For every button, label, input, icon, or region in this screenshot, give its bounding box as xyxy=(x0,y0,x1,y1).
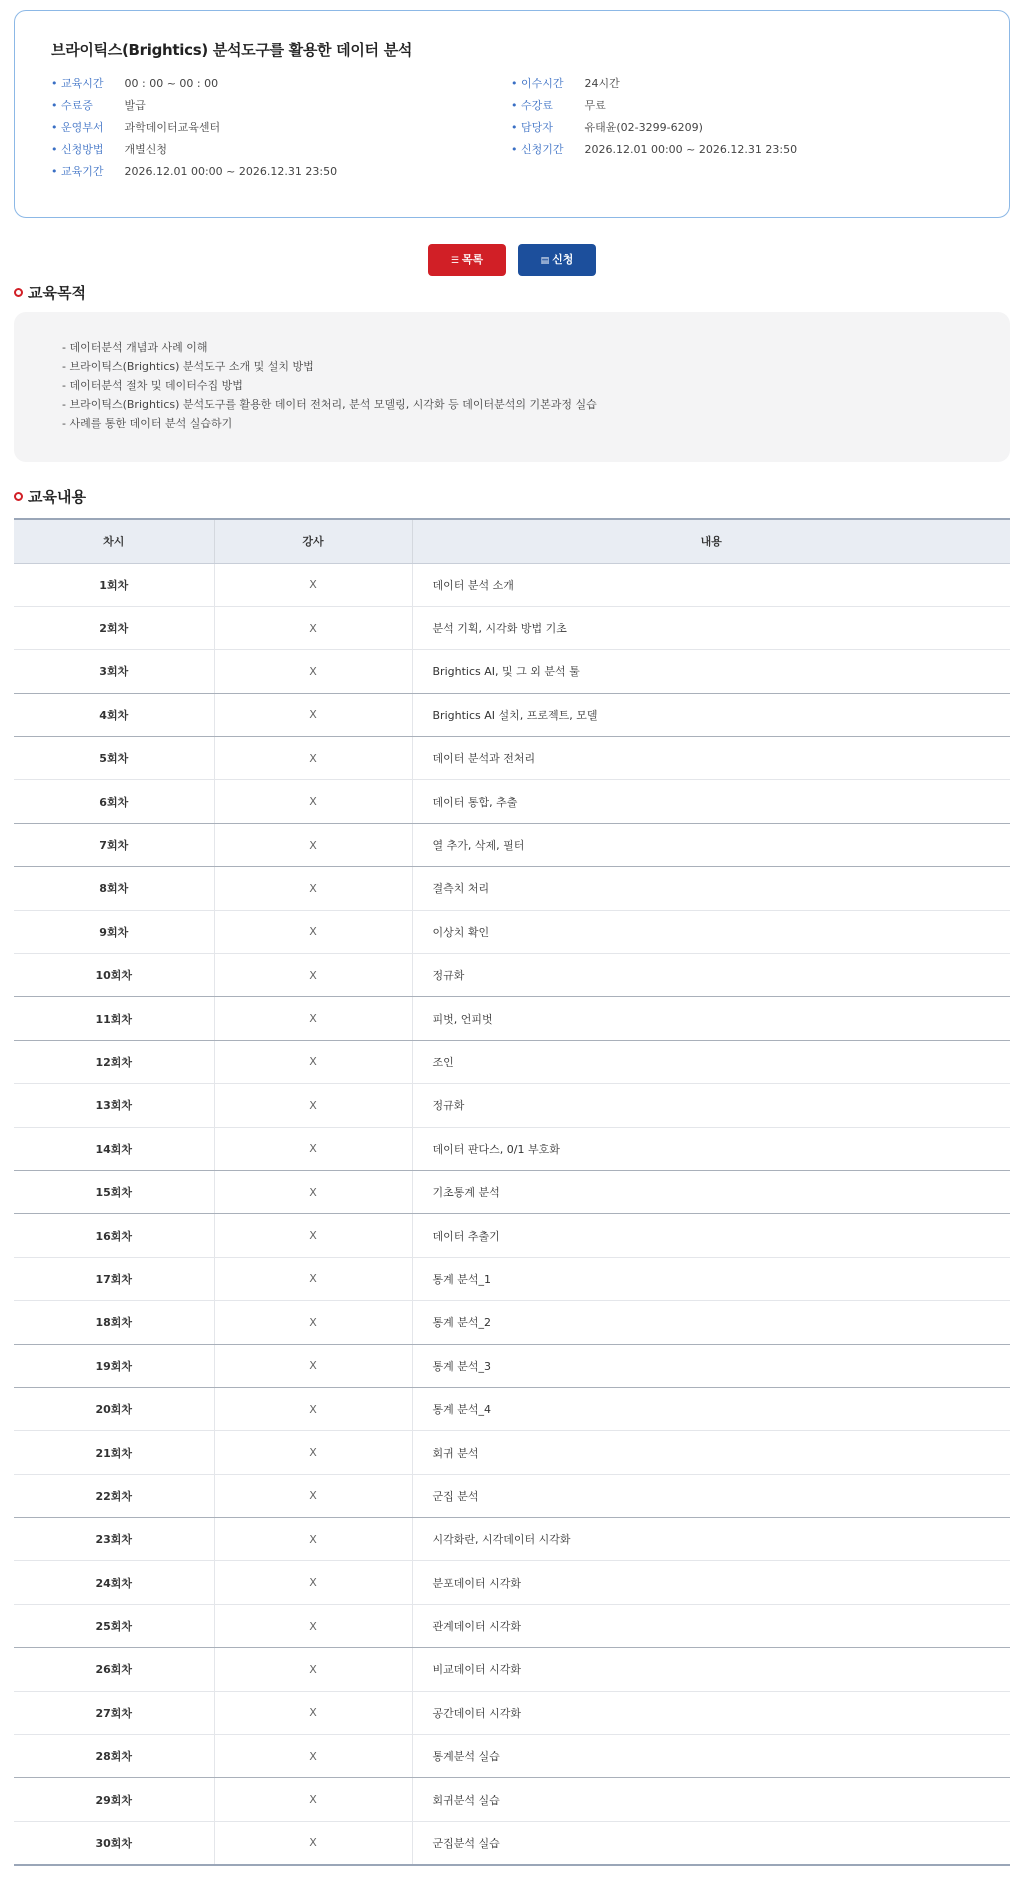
instructor-cell: X xyxy=(214,1040,412,1083)
objective-item: - 브라이틱스(Brightics) 분석도구 소개 및 설치 방법 xyxy=(62,357,597,376)
session-cell: 29회차 xyxy=(14,1778,214,1821)
session-cell: 22회차 xyxy=(14,1474,214,1517)
info-row-hours xyxy=(511,75,620,91)
content-cell: 비교데이터 시각화 xyxy=(412,1648,1010,1691)
course-title: 브라이틱스(Brightics) 분석도구를 활용한 데이터 분석 xyxy=(51,41,413,59)
table-row xyxy=(14,1344,1010,1387)
content-cell: 이상치 확인 xyxy=(412,910,1010,953)
session-cell: 9회차 xyxy=(14,910,214,953)
table-row xyxy=(14,693,1010,736)
session-cell: 26회차 xyxy=(14,1648,214,1691)
info-label: • 신청기간 xyxy=(511,141,581,157)
objective-item: - 사례를 통한 데이터 분석 실습하기 xyxy=(62,414,597,433)
column-header-session: 차시 xyxy=(14,519,214,563)
table-row xyxy=(14,1821,1010,1864)
info-label: • 이수시간 xyxy=(511,75,581,91)
info-row-department xyxy=(51,119,220,135)
info-value: 개별신청 xyxy=(124,143,168,156)
content-cell: Brightics AI, 및 그 외 분석 툴 xyxy=(412,650,1010,693)
content-cell: 기초통계 분석 xyxy=(412,1170,1010,1213)
session-cell: 19회차 xyxy=(14,1344,214,1387)
content-cell: 데이터 통합, 추출 xyxy=(412,780,1010,823)
instructor-cell: X xyxy=(214,823,412,866)
info-label: • 수강료 xyxy=(511,97,581,113)
instructor-cell: X xyxy=(214,1648,412,1691)
content-cell: 피벗, 언피벗 xyxy=(412,997,1010,1040)
instructor-cell: X xyxy=(214,737,412,780)
table-row xyxy=(14,606,1010,649)
table-row xyxy=(14,1518,1010,1561)
instructor-cell: X xyxy=(214,1474,412,1517)
content-cell: 분석 기획, 시각화 방법 기초 xyxy=(412,606,1010,649)
info-value: 24시간 xyxy=(584,77,620,90)
content-cell: 열 추가, 삭제, 필터 xyxy=(412,823,1010,866)
session-cell: 23회차 xyxy=(14,1518,214,1561)
session-cell: 1회차 xyxy=(14,563,214,606)
table-row xyxy=(14,1040,1010,1083)
instructor-cell: X xyxy=(214,1387,412,1430)
content-cell: 데이터 추출기 xyxy=(412,1214,1010,1257)
instructor-cell: X xyxy=(214,606,412,649)
session-cell: 27회차 xyxy=(14,1691,214,1734)
column-header-content: 내용 xyxy=(412,519,1010,563)
info-label: • 교육기간 xyxy=(51,163,121,179)
session-cell: 18회차 xyxy=(14,1301,214,1344)
table-row xyxy=(14,1431,1010,1474)
info-label: • 운영부서 xyxy=(51,119,121,135)
content-cell: 분포데이터 시각화 xyxy=(412,1561,1010,1604)
session-cell: 2회차 xyxy=(14,606,214,649)
objectives-heading xyxy=(14,282,86,303)
session-cell: 25회차 xyxy=(14,1604,214,1647)
table-row xyxy=(14,1257,1010,1300)
info-value: 00 : 00 ~ 00 : 00 xyxy=(124,77,219,90)
info-value: 2026.12.01 00:00 ~ 2026.12.31 23:50 xyxy=(124,165,338,178)
table-row xyxy=(14,1387,1010,1430)
instructor-cell: X xyxy=(214,1604,412,1647)
info-label: • 담당자 xyxy=(511,119,581,135)
table-row xyxy=(14,954,1010,997)
table-row xyxy=(14,780,1010,823)
instructor-cell: X xyxy=(214,1778,412,1821)
instructor-cell: X xyxy=(214,910,412,953)
table-row xyxy=(14,1301,1010,1344)
info-row-period xyxy=(51,163,337,179)
session-cell: 6회차 xyxy=(14,780,214,823)
session-cell: 17회차 xyxy=(14,1257,214,1300)
content-cell: 결측치 처리 xyxy=(412,867,1010,910)
content-cell: 정규화 xyxy=(412,1084,1010,1127)
table-row xyxy=(14,1474,1010,1517)
instructor-cell: X xyxy=(214,1691,412,1734)
instructor-cell: X xyxy=(214,1344,412,1387)
content-cell: Brightics AI 설치, 프로젝트, 모델 xyxy=(412,693,1010,736)
content-cell: 회귀분석 실습 xyxy=(412,1778,1010,1821)
instructor-cell: X xyxy=(214,780,412,823)
session-cell: 10회차 xyxy=(14,954,214,997)
info-row-time xyxy=(51,75,218,91)
content-cell: 조인 xyxy=(412,1040,1010,1083)
info-row-contact xyxy=(511,119,703,135)
objective-item: - 데이터분석 절차 및 데이터수집 방법 xyxy=(62,376,597,395)
session-cell: 21회차 xyxy=(14,1431,214,1474)
content-cell: 관계데이터 시각화 xyxy=(412,1604,1010,1647)
course-info-box xyxy=(14,10,1010,218)
info-value: 2026.12.01 00:00 ~ 2026.12.31 23:50 xyxy=(584,143,798,156)
contents-heading xyxy=(14,486,86,507)
session-cell: 20회차 xyxy=(14,1387,214,1430)
content-cell: 통계 분석_2 xyxy=(412,1301,1010,1344)
instructor-cell: X xyxy=(214,1170,412,1213)
table-row xyxy=(14,1604,1010,1647)
table-row xyxy=(14,1170,1010,1213)
section-ring-icon xyxy=(14,492,23,501)
instructor-cell: X xyxy=(214,1821,412,1864)
table-row xyxy=(14,867,1010,910)
content-cell: 회귀 분석 xyxy=(412,1431,1010,1474)
instructor-cell: X xyxy=(214,693,412,736)
contents-heading-text: 교육내용 xyxy=(28,488,86,506)
objectives-list xyxy=(62,338,597,433)
session-cell: 16회차 xyxy=(14,1214,214,1257)
session-cell: 30회차 xyxy=(14,1821,214,1864)
info-row-apply-period xyxy=(511,141,797,157)
table-row xyxy=(14,1648,1010,1691)
info-label: • 교육시간 xyxy=(51,75,121,91)
section-ring-icon xyxy=(14,288,23,297)
info-value: 무료 xyxy=(584,99,606,112)
content-cell: 통계 분석_1 xyxy=(412,1257,1010,1300)
session-cell: 13회차 xyxy=(14,1084,214,1127)
info-row-apply-method xyxy=(51,141,167,157)
contents-table xyxy=(14,518,1010,1866)
table-row xyxy=(14,563,1010,606)
session-cell: 12회차 xyxy=(14,1040,214,1083)
info-row-fee xyxy=(511,97,606,113)
table-row xyxy=(14,1735,1010,1778)
table-row xyxy=(14,823,1010,866)
table-row xyxy=(14,1084,1010,1127)
content-cell: 정규화 xyxy=(412,954,1010,997)
table-row xyxy=(14,1561,1010,1604)
content-cell: 군집 분석 xyxy=(412,1474,1010,1517)
instructor-cell: X xyxy=(214,563,412,606)
table-row xyxy=(14,1127,1010,1170)
content-cell: 데이터 분석과 전처리 xyxy=(412,737,1010,780)
table-row xyxy=(14,737,1010,780)
info-label: • 수료증 xyxy=(51,97,121,113)
info-row-certificate xyxy=(51,97,146,113)
table-row xyxy=(14,910,1010,953)
session-cell: 28회차 xyxy=(14,1735,214,1778)
instructor-cell: X xyxy=(214,1431,412,1474)
apply-button-label: 신청 xyxy=(552,253,574,266)
instructor-cell: X xyxy=(214,867,412,910)
session-cell: 7회차 xyxy=(14,823,214,866)
table-row xyxy=(14,650,1010,693)
content-cell: 통계분석 실습 xyxy=(412,1735,1010,1778)
info-value: 과학데이터교육센터 xyxy=(124,121,221,134)
objectives-box xyxy=(14,312,1010,462)
content-cell: 통계 분석_4 xyxy=(412,1387,1010,1430)
session-cell: 8회차 xyxy=(14,867,214,910)
info-value: 발급 xyxy=(124,99,146,112)
info-value: 유태윤(02-3299-6209) xyxy=(584,121,703,134)
instructor-cell: X xyxy=(214,954,412,997)
objective-item: - 데이터분석 개념과 사례 이해 xyxy=(62,338,597,357)
content-cell: 데이터 판다스, 0/1 부호화 xyxy=(412,1127,1010,1170)
table-row xyxy=(14,1214,1010,1257)
instructor-cell: X xyxy=(214,1301,412,1344)
apply-button[interactable] xyxy=(518,244,596,276)
table-row xyxy=(14,997,1010,1040)
session-cell: 14회차 xyxy=(14,1127,214,1170)
list-button-label: 목록 xyxy=(461,253,484,266)
table-row xyxy=(14,1778,1010,1821)
instructor-cell: X xyxy=(214,1518,412,1561)
info-label: • 신청방법 xyxy=(51,141,121,157)
instructor-cell: X xyxy=(214,1127,412,1170)
session-cell: 3회차 xyxy=(14,650,214,693)
session-cell: 5회차 xyxy=(14,737,214,780)
column-header-instructor: 강사 xyxy=(214,519,412,563)
session-cell: 4회차 xyxy=(14,693,214,736)
table-row xyxy=(14,1691,1010,1734)
apply-icon: ▤ xyxy=(540,256,550,266)
instructor-cell: X xyxy=(214,1214,412,1257)
instructor-cell: X xyxy=(214,997,412,1040)
session-cell: 11회차 xyxy=(14,997,214,1040)
session-cell: 15회차 xyxy=(14,1170,214,1213)
instructor-cell: X xyxy=(214,1257,412,1300)
instructor-cell: X xyxy=(214,1735,412,1778)
instructor-cell: X xyxy=(214,1084,412,1127)
content-cell: 공간데이터 시각화 xyxy=(412,1691,1010,1734)
instructor-cell: X xyxy=(214,1561,412,1604)
objective-item: - 브라이틱스(Brightics) 분석도구를 활용한 데이터 전처리, 분석 모델링, 시각화 등 데이터분석의 기본과정 실습 xyxy=(62,395,597,414)
content-cell: 군집분석 실습 xyxy=(412,1821,1010,1864)
objectives-heading-text: 교육목적 xyxy=(28,284,86,302)
instructor-cell: X xyxy=(214,650,412,693)
content-cell: 통계 분석_3 xyxy=(412,1344,1010,1387)
content-cell: 데이터 분석 소개 xyxy=(412,563,1010,606)
action-buttons xyxy=(0,244,1024,276)
table-header-row xyxy=(14,519,1010,563)
list-button[interactable] xyxy=(428,244,506,276)
list-icon: ☰ xyxy=(450,256,459,266)
session-cell: 24회차 xyxy=(14,1561,214,1604)
content-cell: 시각화란, 시각데이터 시각화 xyxy=(412,1518,1010,1561)
